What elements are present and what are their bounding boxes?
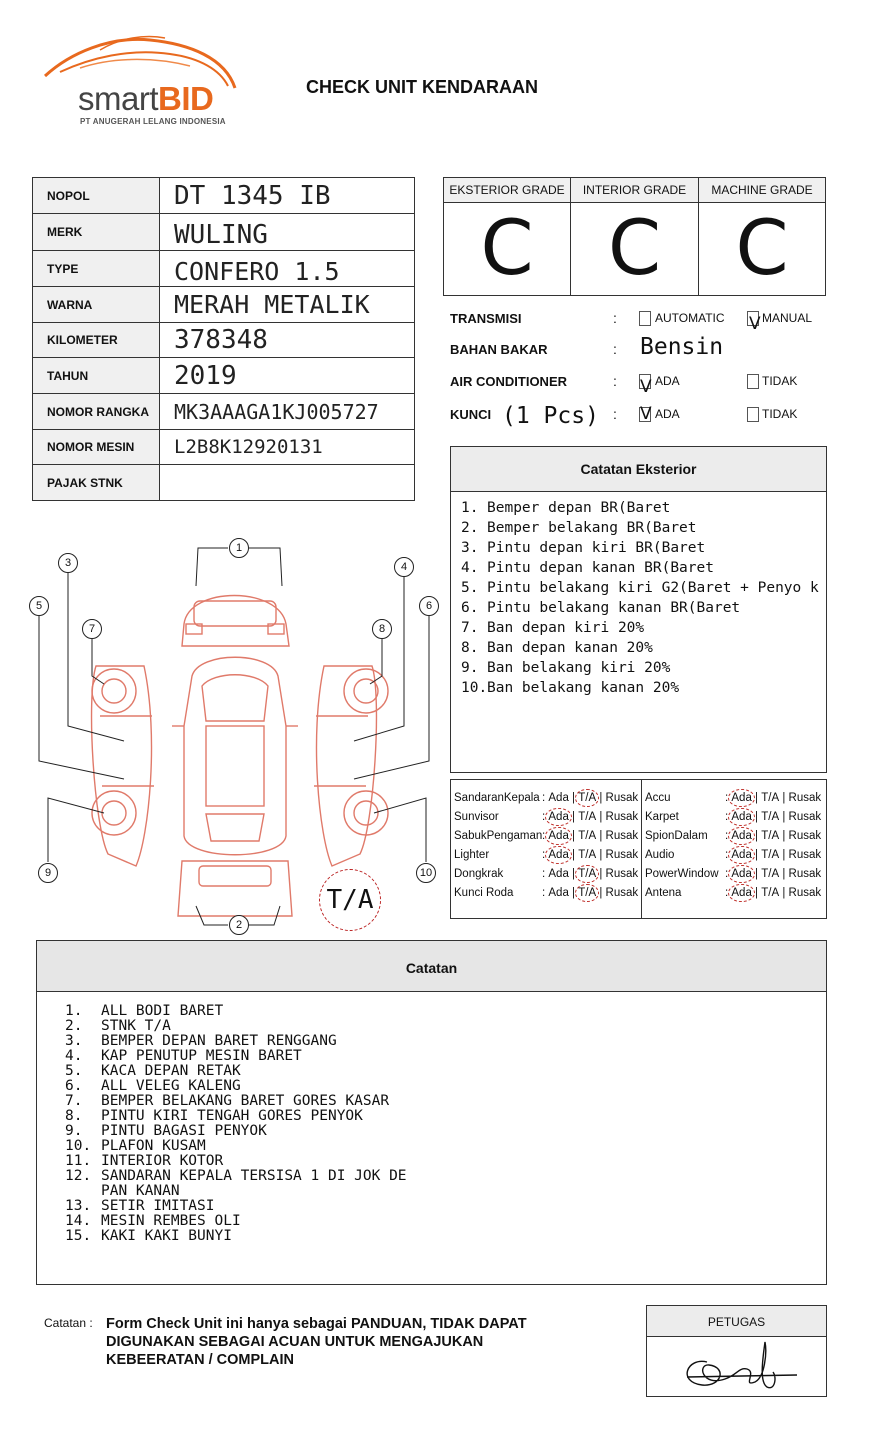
notes-title: Catatan bbox=[37, 941, 826, 992]
grade-exterior bbox=[444, 178, 571, 295]
note-item bbox=[65, 1079, 826, 1094]
notes-list bbox=[37, 992, 826, 1244]
bahan-bakar-value: Bensin bbox=[640, 334, 724, 360]
info-row-pajak-stnk bbox=[33, 465, 415, 501]
ac-tidak-label: TIDAK bbox=[762, 374, 798, 388]
note-item bbox=[65, 1124, 826, 1139]
info-value bbox=[160, 465, 415, 501]
accessory-row: Lighter : Ada | T/A | Rusak bbox=[454, 849, 639, 861]
info-value: MK3AAAGA1KJ005727 bbox=[160, 394, 415, 430]
note-number: 1. bbox=[65, 1003, 83, 1019]
note-text: PINTU BAGASI PENYOK bbox=[101, 1123, 267, 1139]
callout-8: 8 bbox=[372, 619, 392, 639]
note-text: ALL VELEG KALENG bbox=[101, 1078, 241, 1094]
exterior-note-item bbox=[461, 618, 826, 638]
exterior-note-item bbox=[461, 498, 826, 518]
exterior-note-item bbox=[461, 658, 826, 678]
note-number: 6. bbox=[65, 1078, 83, 1094]
info-label: NOMOR RANGKA bbox=[33, 394, 160, 430]
grade-value: C bbox=[480, 203, 534, 292]
accessory-name: Accu bbox=[645, 792, 671, 804]
vehicle-info-table bbox=[32, 177, 415, 501]
note-text: STNK T/A bbox=[101, 1018, 171, 1034]
accessory-option[interactable]: Rusak bbox=[605, 811, 639, 823]
info-row-type bbox=[33, 251, 415, 287]
exterior-notes-list bbox=[451, 492, 826, 698]
info-label: NOPOL bbox=[33, 178, 160, 214]
exterior-note-text: Ban belakang kiri 20% bbox=[487, 660, 671, 676]
note-item bbox=[65, 1154, 826, 1169]
automatic-label: AUTOMATIC bbox=[655, 311, 725, 325]
exterior-note-text: Pintu belakang kanan BR(Baret bbox=[487, 600, 741, 616]
ac-ada-check-mark: V bbox=[640, 377, 652, 397]
accessory-row: Antena : Ada | T/A | Rusak bbox=[645, 887, 822, 899]
bahan-bakar-label: BAHAN BAKAR bbox=[450, 342, 548, 357]
exterior-note-number: 3. bbox=[461, 540, 479, 556]
accessory-option[interactable]: T/A bbox=[578, 811, 597, 823]
signature-icon bbox=[647, 1337, 826, 1397]
grade-interior bbox=[571, 178, 699, 295]
exterior-note-item bbox=[461, 598, 826, 618]
car-damage-diagram bbox=[24, 536, 444, 936]
grade-table bbox=[443, 177, 826, 296]
footer-disclaimer: Form Check Unit ini hanya sebagai PANDUAN, TIDAK DAPAT DIGUNAKAN SEBAGAI ACUAN UNTUK MENGAJUKAN KEBEERATAN / COMPLAIN bbox=[106, 1316, 527, 1368]
note-item bbox=[65, 1019, 826, 1034]
kunci-ada-check-mark: V bbox=[640, 404, 652, 424]
note-text: KACA DEPAN RETAK bbox=[101, 1063, 241, 1079]
accessory-name: SandaranKepala bbox=[454, 792, 540, 804]
accessory-option[interactable]: Ada bbox=[731, 792, 752, 804]
kunci-count: (1 Pcs) bbox=[502, 403, 599, 429]
note-number: 3. bbox=[65, 1033, 83, 1049]
accessory-option[interactable]: T/A bbox=[578, 887, 597, 899]
car-outline bbox=[92, 596, 388, 917]
accessory-name: SpionDalam bbox=[645, 830, 708, 842]
note-number: 4. bbox=[65, 1048, 83, 1064]
exterior-note-number: 5. bbox=[461, 580, 479, 596]
accessory-row: Kunci Roda : Ada | T/A | Rusak bbox=[454, 887, 639, 899]
accessory-name: SabukPengaman bbox=[454, 830, 543, 842]
accessory-name: Dongkrak bbox=[454, 868, 504, 880]
callout-9: 9 bbox=[38, 863, 58, 883]
info-label: TYPE bbox=[33, 251, 160, 287]
accessory-option[interactable]: Rusak bbox=[788, 887, 822, 899]
info-value: 2019 bbox=[160, 358, 415, 394]
info-row-nopol bbox=[33, 178, 415, 214]
callout-5: 5 bbox=[29, 596, 49, 616]
info-value: DT 1345 IB bbox=[160, 178, 415, 214]
accessory-option[interactable]: Ada bbox=[731, 887, 752, 899]
accessory-name: Karpet bbox=[645, 811, 679, 823]
kunci-label: KUNCI bbox=[450, 407, 492, 422]
accessory-name: PowerWindow bbox=[645, 868, 719, 880]
exterior-note-item bbox=[461, 678, 826, 698]
note-number: 5. bbox=[65, 1063, 83, 1079]
exterior-note-item bbox=[461, 638, 826, 658]
accessory-option[interactable]: Rusak bbox=[605, 792, 639, 804]
kunci-tidak-checkbox[interactable] bbox=[747, 407, 759, 422]
note-text: BEMPER DEPAN BARET RENGGANG bbox=[101, 1033, 337, 1049]
note-number: 14. bbox=[65, 1213, 92, 1229]
grade-label: EKSTERIOR GRADE bbox=[444, 178, 570, 203]
exterior-note-number: 6. bbox=[461, 600, 479, 616]
accessory-row: SpionDalam : Ada | T/A | Rusak bbox=[645, 830, 822, 842]
exterior-note-item bbox=[461, 518, 826, 538]
exterior-note-text: Ban depan kanan 20% bbox=[487, 640, 653, 656]
accessory-option[interactable]: Rusak bbox=[605, 887, 639, 899]
info-row-merk bbox=[33, 214, 415, 251]
accessory-option[interactable]: Rusak bbox=[788, 868, 822, 880]
notes-panel bbox=[36, 940, 827, 1285]
footer-label: Catatan : bbox=[44, 1316, 93, 1330]
exterior-note-text: Bemper belakang BR(Baret bbox=[487, 520, 697, 536]
info-label: MERK bbox=[33, 214, 160, 251]
note-text: PLAFON KUSAM bbox=[101, 1138, 206, 1154]
info-label: PAJAK STNK bbox=[33, 465, 160, 501]
grade-value: C bbox=[735, 203, 789, 292]
logo-company-name: PT ANUGERAH LELANG INDONESIA bbox=[80, 117, 226, 126]
note-text: BEMPER BELAKANG BARET GORES KASAR bbox=[101, 1093, 390, 1109]
exterior-note-text: Ban depan kiri 20% bbox=[487, 620, 645, 636]
note-number: 10. bbox=[65, 1138, 92, 1154]
exterior-note-number: 1. bbox=[461, 500, 479, 516]
grade-machine bbox=[699, 178, 825, 295]
note-number: 8. bbox=[65, 1108, 83, 1124]
note-text: ALL BODI BARET bbox=[101, 1003, 224, 1019]
callout-6: 6 bbox=[419, 596, 439, 616]
info-label: TAHUN bbox=[33, 358, 160, 394]
exterior-note-text: Ban belakang kanan 20% bbox=[487, 680, 680, 696]
exterior-note-text: Pintu depan kiri BR(Baret bbox=[487, 540, 706, 556]
accessory-option[interactable]: Ada bbox=[731, 830, 752, 842]
accessory-option[interactable]: Rusak bbox=[788, 792, 822, 804]
note-text: MESIN REMBES OLI bbox=[101, 1213, 241, 1229]
info-row-nomor-rangka bbox=[33, 394, 415, 430]
callout-1: 1 bbox=[229, 538, 249, 558]
note-number: 12. bbox=[65, 1168, 92, 1184]
note-number: 15. bbox=[65, 1228, 92, 1244]
accessory-option[interactable]: Ada bbox=[548, 887, 569, 899]
accessory-option[interactable]: T/A bbox=[761, 849, 780, 861]
accessory-name: Audio bbox=[645, 849, 675, 861]
accessory-option[interactable]: Rusak bbox=[788, 849, 822, 861]
note-item bbox=[65, 1229, 826, 1244]
exterior-note-text: Bemper depan BR(Baret bbox=[487, 500, 671, 516]
note-item bbox=[65, 1094, 826, 1109]
accessory-name: Sunvisor bbox=[454, 811, 499, 823]
info-label: WARNA bbox=[33, 287, 160, 323]
note-item bbox=[65, 1199, 826, 1214]
officer-signature-box bbox=[646, 1305, 827, 1397]
exterior-note-number: 4. bbox=[461, 560, 479, 576]
manual-label: MANUAL bbox=[762, 311, 813, 325]
exterior-notes-title: Catatan Eksterior bbox=[451, 447, 826, 492]
kunci-ada-label: ADA bbox=[655, 407, 680, 421]
transmisi-label: TRANSMISI bbox=[450, 311, 522, 326]
callout-3: 3 bbox=[58, 553, 78, 573]
note-item bbox=[65, 1049, 826, 1064]
accessory-row: Sunvisor : Ada | T/A | Rusak bbox=[454, 811, 639, 823]
note-item bbox=[65, 1004, 826, 1019]
info-value: MERAH METALIK bbox=[160, 287, 415, 323]
logo-wordmark: smartBID bbox=[78, 80, 214, 117]
accessory-row: Karpet : Ada | T/A | Rusak bbox=[645, 811, 822, 823]
info-value: 378348 bbox=[160, 323, 415, 358]
colon: : bbox=[613, 310, 617, 326]
accessory-option[interactable]: T/A bbox=[761, 811, 780, 823]
note-number: 2. bbox=[65, 1018, 83, 1034]
note-text: SETIR IMITASI bbox=[101, 1198, 215, 1214]
exterior-note-text: Pintu depan kanan BR(Baret bbox=[487, 560, 714, 576]
info-value: WULING bbox=[160, 214, 415, 251]
note-item bbox=[65, 1064, 826, 1079]
note-text: KAKI KAKI BUNYI bbox=[101, 1228, 232, 1244]
accessory-option[interactable]: Ada bbox=[548, 792, 569, 804]
accessory-name: Lighter bbox=[454, 849, 490, 861]
colon: : bbox=[613, 341, 617, 357]
callout-2: 2 bbox=[229, 915, 249, 935]
accessory-option[interactable]: Rusak bbox=[605, 868, 639, 880]
automatic-checkbox[interactable] bbox=[639, 311, 651, 326]
accessory-option[interactable]: T/A bbox=[578, 868, 597, 880]
accessory-option[interactable]: Ada bbox=[548, 830, 569, 842]
exterior-note-number: 9. bbox=[461, 660, 479, 676]
exterior-note-text: Pintu belakang kiri G2(Baret + Penyo k bbox=[487, 580, 819, 596]
accessory-row: SandaranKepala : Ada | T/A | Rusak bbox=[454, 792, 639, 804]
info-value: L2B8K12920131 bbox=[160, 430, 415, 465]
note-text: PINTU KIRI TENGAH GORES PENYOK bbox=[101, 1108, 363, 1124]
note-number: 13. bbox=[65, 1198, 92, 1214]
officer-title: PETUGAS bbox=[647, 1306, 826, 1337]
accessory-option[interactable]: T/A bbox=[578, 830, 597, 842]
accessory-name: Antena bbox=[645, 887, 682, 899]
accessory-option[interactable]: Rusak bbox=[605, 830, 639, 842]
info-label: NOMOR MESIN bbox=[33, 430, 160, 465]
accessory-option[interactable]: Ada bbox=[548, 811, 569, 823]
info-value: CONFERO 1.5 bbox=[160, 251, 415, 287]
exterior-note-number: 10. bbox=[461, 680, 488, 696]
note-item bbox=[65, 1169, 826, 1199]
exterior-notes-panel bbox=[450, 446, 827, 773]
grade-value: C bbox=[607, 203, 662, 292]
accessory-option[interactable]: Ada bbox=[731, 849, 752, 861]
exterior-note-item bbox=[461, 558, 826, 578]
accessory-option[interactable]: Rusak bbox=[605, 849, 639, 861]
callout-4: 4 bbox=[394, 557, 414, 577]
note-item bbox=[65, 1109, 826, 1124]
accessory-option[interactable]: Ada bbox=[548, 868, 569, 880]
accessory-name: Kunci Roda bbox=[454, 887, 514, 899]
accessory-option[interactable]: T/A bbox=[761, 830, 780, 842]
callout-7: 7 bbox=[82, 619, 102, 639]
exterior-note-item bbox=[461, 538, 826, 558]
colon: : bbox=[613, 373, 617, 389]
note-number: 11. bbox=[65, 1153, 92, 1169]
accessory-option[interactable]: Rusak bbox=[788, 830, 822, 842]
info-row-tahun bbox=[33, 358, 415, 394]
accessory-option[interactable]: Ada bbox=[731, 868, 752, 880]
ac-label: AIR CONDITIONER bbox=[450, 374, 567, 389]
ac-ada-label: ADA bbox=[655, 374, 680, 388]
note-text: SANDARAN KEPALA TERSISA 1 DI JOK DE PAN KANAN bbox=[101, 1168, 407, 1199]
ta-stamp: T/A bbox=[319, 869, 381, 931]
exterior-note-number: 7. bbox=[461, 620, 479, 636]
ac-tidak-checkbox[interactable] bbox=[747, 374, 759, 389]
callout-leaders bbox=[39, 548, 429, 925]
accessory-option[interactable]: T/A bbox=[578, 792, 597, 804]
note-text: INTERIOR KOTOR bbox=[101, 1153, 224, 1169]
page-title: CHECK UNIT KENDARAAN bbox=[306, 77, 538, 97]
callout-10: 10 bbox=[416, 863, 436, 883]
accessory-option[interactable]: T/A bbox=[761, 887, 780, 899]
info-row-nomor-mesin bbox=[33, 430, 415, 465]
manual-check-mark: V bbox=[749, 314, 761, 334]
info-row-warna bbox=[33, 287, 415, 323]
accessory-option[interactable]: Rusak bbox=[788, 811, 822, 823]
note-item bbox=[65, 1139, 826, 1154]
accessory-option[interactable]: Ada bbox=[548, 849, 569, 861]
colon: : bbox=[613, 406, 617, 422]
accessory-row: PowerWindow : Ada | T/A | Rusak bbox=[645, 868, 822, 880]
column-divider bbox=[641, 780, 642, 918]
accessory-option[interactable]: T/A bbox=[761, 792, 780, 804]
note-text: KAP PENUTUP MESIN BARET bbox=[101, 1048, 302, 1064]
note-number: 9. bbox=[65, 1123, 83, 1139]
grade-label: MACHINE GRADE bbox=[699, 178, 825, 203]
accessory-option[interactable]: T/A bbox=[578, 849, 597, 861]
accessory-row: Dongkrak : Ada | T/A | Rusak bbox=[454, 868, 639, 880]
exterior-note-number: 2. bbox=[461, 520, 479, 536]
info-label: KILOMETER bbox=[33, 323, 160, 358]
note-number: 7. bbox=[65, 1093, 83, 1109]
note-item bbox=[65, 1034, 826, 1049]
accessory-option[interactable]: Ada bbox=[731, 811, 752, 823]
accessory-row: Accu : Ada | T/A | Rusak bbox=[645, 792, 822, 804]
exterior-note-item bbox=[461, 578, 826, 598]
note-item bbox=[65, 1214, 826, 1229]
exterior-note-number: 8. bbox=[461, 640, 479, 656]
accessories-checklist bbox=[450, 779, 827, 919]
accessory-row: Audio : Ada | T/A | Rusak bbox=[645, 849, 822, 861]
kunci-tidak-label: TIDAK bbox=[762, 407, 798, 421]
info-row-kilometer bbox=[33, 323, 415, 358]
grade-label: INTERIOR GRADE bbox=[571, 178, 698, 203]
accessory-option[interactable]: T/A bbox=[761, 868, 780, 880]
accessory-row: SabukPengaman: Ada | T/A | Rusak bbox=[454, 830, 639, 842]
